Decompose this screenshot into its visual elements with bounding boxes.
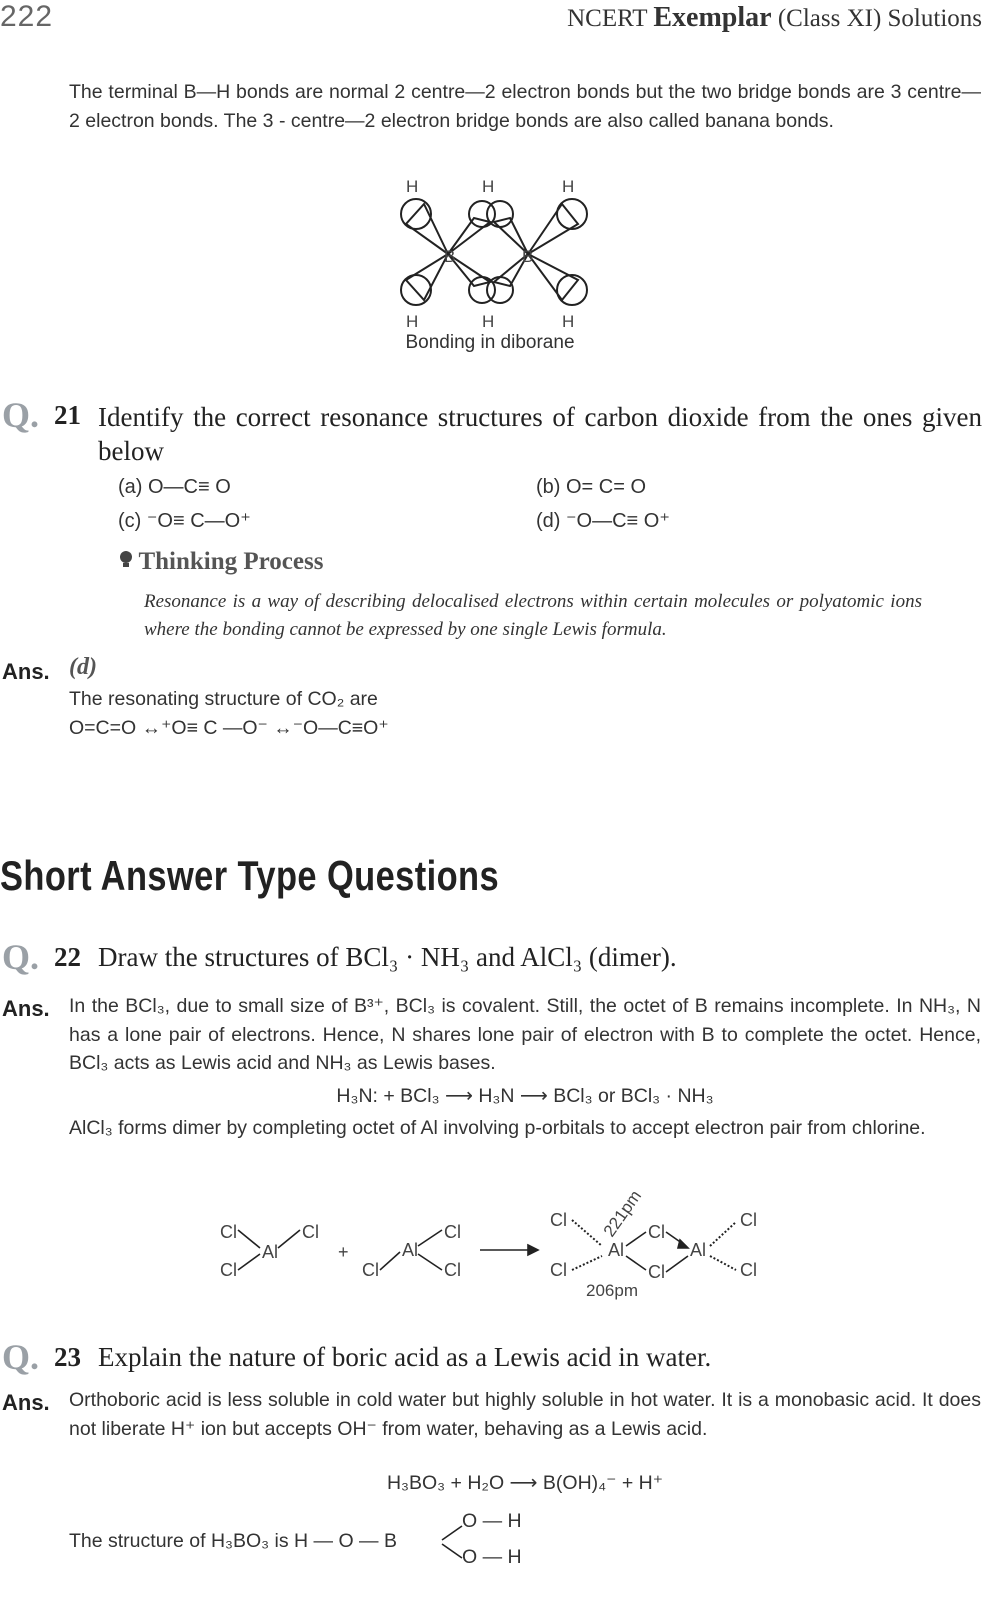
cl-label: Cl — [740, 1210, 757, 1230]
cl-label: Cl — [302, 1222, 319, 1242]
h-label: H — [482, 177, 495, 196]
question-text: Explain the nature of boric acid as a Lewis acid in water. — [98, 1342, 712, 1372]
question-text: Draw the structures of BCl₃ · NH₃ and AlCl₃ (dimer). — [98, 942, 677, 972]
running-header — [567, 2, 982, 34]
oh-top: O — H — [462, 1510, 522, 1532]
header-prefix: NCERT — [567, 5, 648, 32]
option-b: (b) O= C= O — [536, 476, 647, 498]
diborane-caption: Bonding in diborane — [405, 332, 575, 353]
equation: H₃BO₃ + H₂O ⟶ B(OH)₄⁻ + H⁺ — [386, 1472, 664, 1494]
alcl3-dimer-diagram — [210, 1172, 790, 1304]
h-label: H — [406, 312, 419, 331]
page-number: 222 — [0, 0, 54, 33]
orbital-bridge-top-b — [487, 201, 513, 227]
thinking-heading-text: Thinking Process — [138, 548, 324, 575]
answer-line-2: O=C=O ↔⁺O≡ C —O⁻ ↔⁻O—C≡O⁺ — [69, 717, 389, 739]
question-number: 23 — [54, 1342, 81, 1372]
cl-label: Cl — [550, 1210, 567, 1230]
cl-label: Cl — [220, 1222, 237, 1242]
cl-label: Cl — [550, 1260, 567, 1280]
answer-paragraph: In the BCl₃, due to small size of B³⁺, BCl₃ is covalent. Still, the octet of B remains incomplete. In NH₃, N has a lone pair of electrons. Hence, N shares lone pair of electron with B to complete the octet. Hence, BCl₃ acts as Lewis acid and NH₃ as Lewis bases. — [69, 995, 981, 1074]
answer-label: Ans. — [2, 1390, 50, 1415]
cl-label: Cl — [648, 1222, 665, 1242]
cl-label: Cl — [362, 1260, 379, 1280]
question-mark: Q. — [2, 937, 40, 977]
h-label: H — [562, 177, 575, 196]
al-label: Al — [608, 1240, 625, 1260]
orbital-bridge-bottom-b — [487, 277, 513, 303]
option-a: (a) O—C≡ O — [118, 476, 231, 498]
question-number: 21 — [54, 400, 81, 430]
thinking-process-text: Resonance is a way of describing delocalised electrons within certain molecules or polyatomic ions where the bonding cannot be expressed by one single Lewis formula. — [144, 591, 922, 640]
al-label: Al — [402, 1240, 419, 1260]
b-label: B — [522, 247, 534, 266]
header-bold: Exemplar — [653, 2, 772, 33]
structure-chain: H — O — B — [294, 1530, 397, 1552]
answer-choice: (d) — [69, 654, 97, 680]
structure-line — [69, 1530, 397, 1553]
plus-sign: + — [338, 1242, 349, 1262]
option-d: (d) ⁻O—C≡ O⁺ — [536, 510, 670, 532]
structure-prefix: The structure of H₃BO₃ is — [69, 1530, 289, 1552]
question-mark: Q. — [2, 1337, 40, 1377]
section-title: Short Answer Type Questions — [0, 852, 500, 899]
al-label: Al — [690, 1240, 707, 1260]
cl-label: Cl — [740, 1260, 757, 1280]
bond-length-long: 221pm — [599, 1186, 646, 1241]
bulb-icon — [118, 548, 134, 572]
thinking-process-heading — [118, 548, 323, 576]
question-number: 22 — [54, 942, 81, 972]
equation: H₃N: + BCl₃ ⟶ H₃N ⟶ BCl₃ or BCl₃ · NH₃ — [336, 1085, 714, 1107]
al-label: Al — [262, 1242, 279, 1262]
cl-label: Cl — [444, 1222, 461, 1242]
header-suffix: (Class XI) Solutions — [777, 5, 982, 32]
question-text: Identify the correct resonance structures of carbon dioxide from the ones given below — [98, 402, 982, 466]
cl-label: Cl — [444, 1260, 461, 1280]
h-label: H — [482, 312, 495, 331]
answer-paragraph: Orthoboric acid is less soluble in cold water but highly soluble in hot water. It is a monobasic acid. It does not liberate H⁺ ion but accepts OH⁻ from water, behaving as a Lewis acid. — [69, 1389, 981, 1440]
h-label: H — [562, 312, 575, 331]
question-mark: Q. — [2, 395, 40, 435]
bond-length-short: 206pm — [586, 1281, 638, 1300]
answer-paragraph-2: AlCl₃ forms dimer by completing octet of Al involving p-orbitals to accept electron pair from chlorine. — [69, 1117, 926, 1139]
cl-label: Cl — [648, 1262, 665, 1282]
answer-label: Ans. — [2, 996, 50, 1021]
b-label: B — [444, 247, 456, 266]
h-label: H — [406, 177, 419, 196]
answer-line-1: The resonating structure of CO₂ are — [69, 688, 378, 710]
option-c: (c) ⁻O≡ C—O⁺ — [118, 510, 251, 532]
diborane-paragraph: The terminal B—H bonds are normal 2 centre—2 electron bonds but the two bridge bonds are 3 centre—2 electron bonds. The 3 - centre—2 electron bridge bonds are also called banana bonds. — [69, 81, 981, 132]
cl-label: Cl — [220, 1260, 237, 1280]
answer-label: Ans. — [2, 659, 50, 684]
oh-bottom: O — H — [462, 1546, 522, 1568]
